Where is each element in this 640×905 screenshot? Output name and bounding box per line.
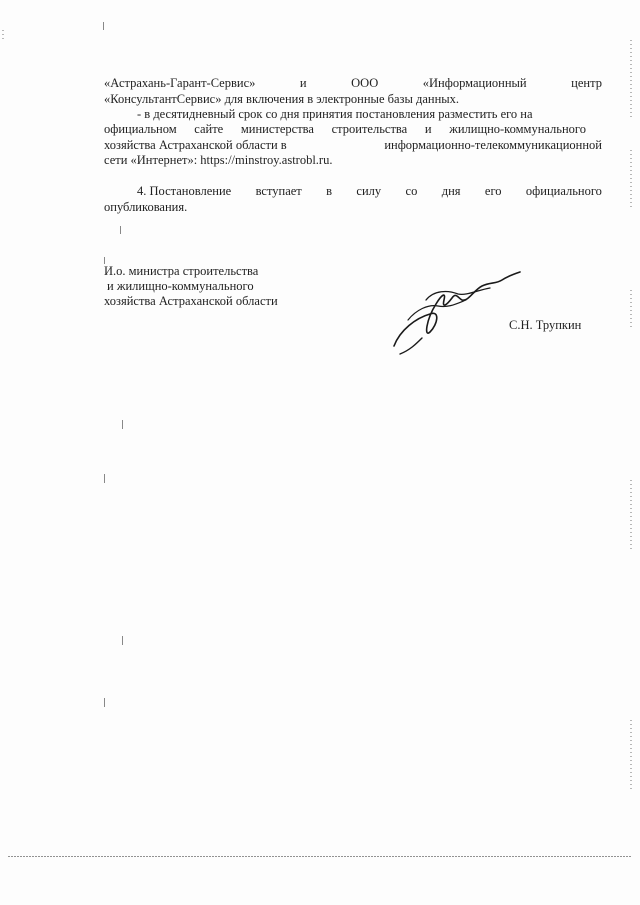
scan-mark	[104, 474, 105, 483]
text-line: - в десятидневный срок со дня принятия постановления разместить его на	[137, 107, 533, 121]
signature-title-line: хозяйства Астраханской области	[104, 294, 278, 308]
text-line: «Астрахань-Гарант-Сервис» и ООО «Информационный центр	[104, 76, 602, 90]
scan-mark	[104, 257, 105, 264]
scan-edge-dots	[630, 720, 632, 790]
signer-name: С.Н. Трупкин	[509, 318, 582, 332]
handwritten-signature	[386, 260, 526, 360]
text-line: сети «Интернет»: https://minstroy.astrobl.ru.	[104, 153, 333, 167]
signature-title-line: и жилищно-коммунального	[107, 279, 254, 293]
text-line: 4. Постановление вступает в силу со дня его официального	[137, 184, 602, 198]
scan-mark	[103, 22, 104, 30]
scan-bottom-edge	[8, 856, 632, 857]
scan-mark	[120, 226, 121, 234]
text-line: опубликования.	[104, 200, 188, 214]
scan-mark	[122, 420, 123, 429]
scan-edge-dots	[630, 150, 632, 210]
text-line: официальном сайте министерства строительства и жилищно-коммунального	[104, 122, 586, 136]
scan-mark	[104, 698, 105, 707]
text-line: «КонсультантСервис» для включения в электронные базы данных.	[104, 92, 460, 106]
scan-edge-dots	[630, 480, 632, 550]
signature-title-block	[104, 264, 278, 309]
scan-edge-dots	[630, 40, 632, 120]
scan-edge-dots	[630, 290, 632, 330]
scan-edge-dots	[2, 30, 4, 40]
scan-mark	[122, 636, 123, 645]
signature-title-line: И.о. министра строительства	[104, 264, 259, 278]
text-line: хозяйства Астраханской области в информационно-телекоммуникационной	[104, 138, 602, 152]
